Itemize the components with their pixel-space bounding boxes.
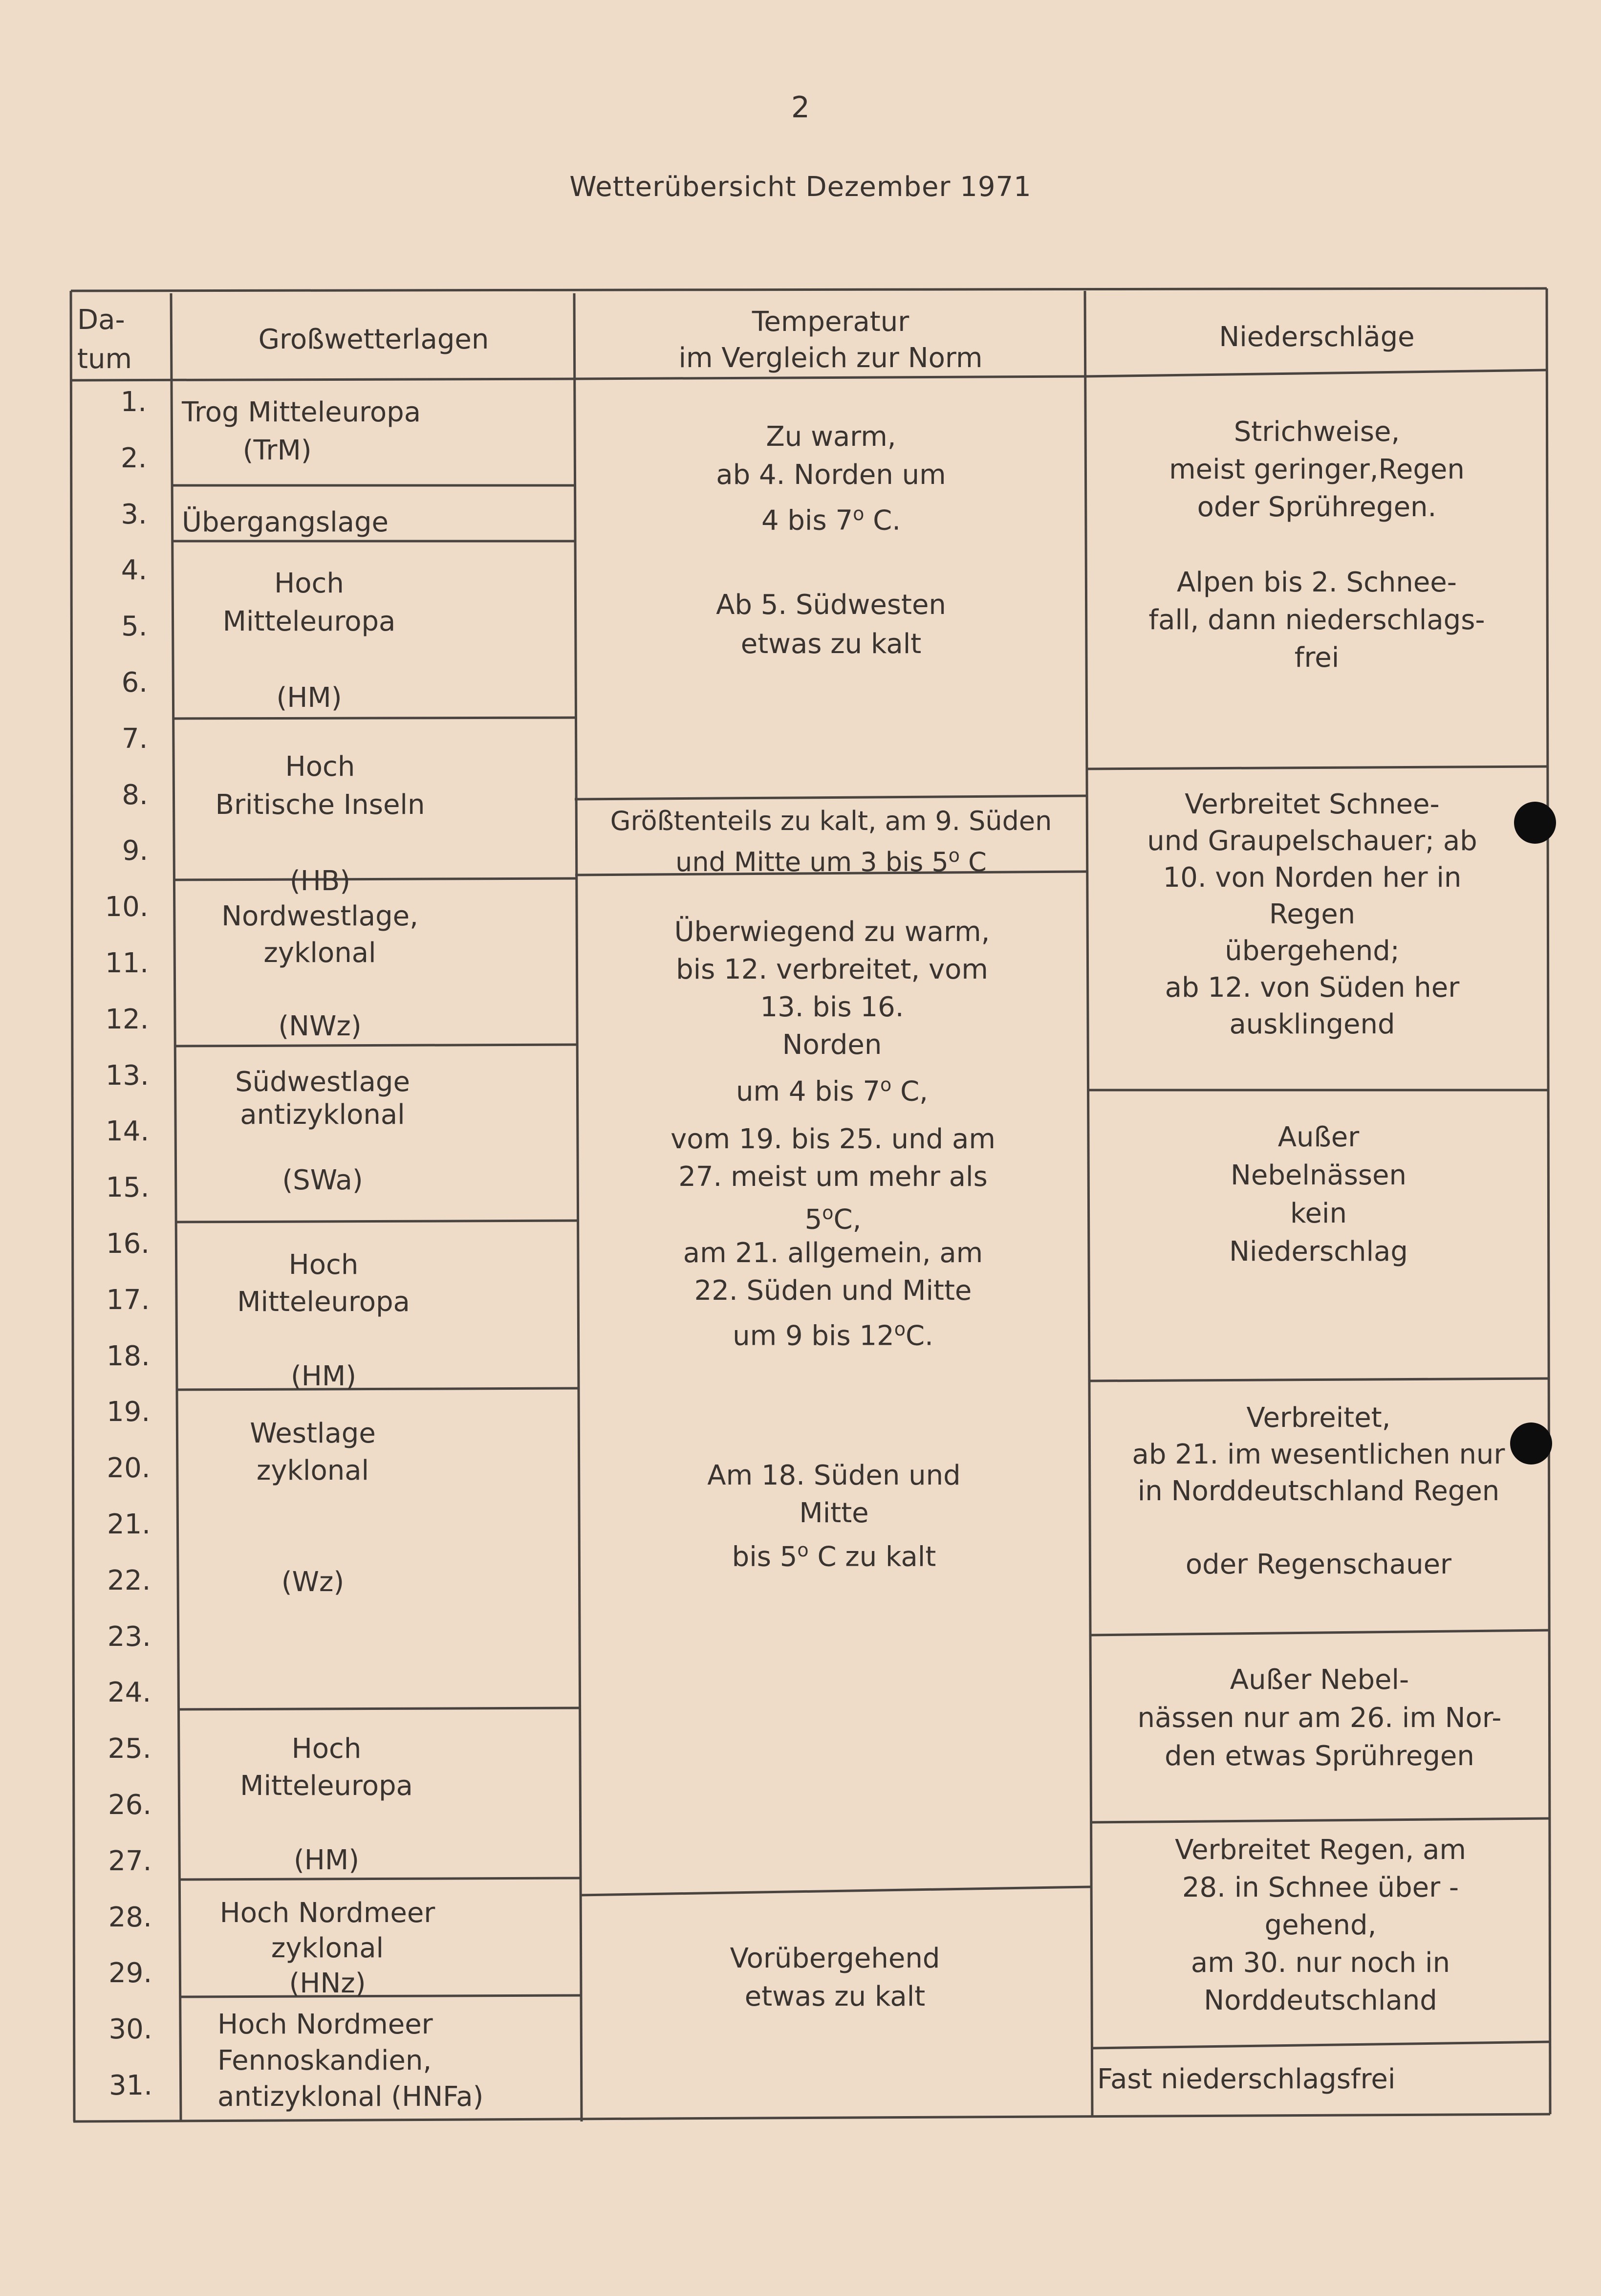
niederschlag-2: Verbreitet Schnee- und Graupelschauer; ab 10. von Norden her in Regen übergehend; ab 12. von Süden her ausklingend xyxy=(1147,788,1477,1040)
temperatur-3-fuenf-grad xyxy=(578,1194,1088,1239)
wetterlage-hnfa: Hoch Nordmeer Fennoskandien, antizyklonal (HNFa) xyxy=(217,2009,484,2113)
niederschlag-6: Verbreitet Regen, am 28. in Schnee über - gehend, am 30. nur noch in Norddeutschland xyxy=(1175,1834,1466,2016)
wetterlage-hm-1: Hoch Mitteleuropa (HM) xyxy=(222,568,396,714)
niederschlag-7: Fast niederschlagsfrei xyxy=(1097,2063,1396,2095)
temperatur-3-norden-range-unit: C, xyxy=(891,1075,928,1108)
temperatur-1-range-text: 4 bis 7 xyxy=(761,504,853,537)
temperatur-3-norden-range xyxy=(577,1066,1087,1111)
day-31: 31. xyxy=(108,2070,152,2101)
niederschlag-4: Verbreitet, ab 21. im wesentlichen nur in Norddeutschland Regen oder Regenschauer xyxy=(1132,1402,1505,1580)
temperatur-3-neun-bis-zwoelf-unit: C. xyxy=(905,1320,933,1352)
temperatur-1-range-unit: C. xyxy=(864,504,901,537)
day-25: 25. xyxy=(108,1733,151,1765)
day-27: 27. xyxy=(108,1845,152,1877)
day-19: 19. xyxy=(107,1396,151,1428)
punch-hole xyxy=(1510,1422,1552,1465)
day-23: 23. xyxy=(107,1620,151,1653)
day-30: 30. xyxy=(108,2013,152,2046)
temperatur-2-line2 xyxy=(576,838,1086,879)
day-14: 14. xyxy=(106,1115,150,1148)
temperatur-2-line1: Größtenteils zu kalt, am 9. Süden xyxy=(610,806,1052,836)
day-8: 8. xyxy=(122,779,148,811)
temperatur-3-allgemein: am 21. allgemein, am 22. Süden und Mitte xyxy=(683,1237,983,1307)
header-datum: Da- tum xyxy=(77,304,132,375)
degree-sign: o xyxy=(880,1074,892,1095)
temperatur-1-intro: Zu warm, ab 4. Norden um xyxy=(716,421,946,491)
day-29: 29. xyxy=(108,1957,152,1990)
wetterlage-nwz: Nordwestlage, zyklonal (NWz) xyxy=(221,900,418,1042)
day-15: 15. xyxy=(106,1172,150,1204)
punch-hole xyxy=(1514,802,1556,844)
day-11: 11. xyxy=(105,947,149,979)
day-10: 10. xyxy=(105,891,149,923)
temperatur-3-zu-kalt-text: bis 5 xyxy=(732,1541,798,1573)
day-17: 17. xyxy=(106,1284,150,1316)
wetterlage-hnz: Hoch Nordmeer zyklonal (HNz) xyxy=(219,1897,435,1999)
page-number: 2 xyxy=(791,90,810,125)
day-20: 20. xyxy=(107,1452,151,1485)
temperatur-1-range xyxy=(576,495,1086,540)
page-title: Wetterübersicht Dezember 1971 xyxy=(569,171,1032,203)
wetterlage-trm: Trog Mitteleuropa (TrM) xyxy=(182,396,421,466)
temperatur-3-fuenf-grad-unit: C, xyxy=(833,1203,862,1236)
wetterlage-wz: Westlage zyklonal (Wz) xyxy=(250,1418,376,1598)
day-28: 28. xyxy=(108,1901,152,1933)
day-7: 7. xyxy=(121,722,148,755)
header-grosswetterlagen: Großwetterlagen xyxy=(258,324,489,355)
degree-sign: o xyxy=(894,1318,906,1340)
temperatur-3-fuenf-grad-value: 5 xyxy=(804,1203,822,1236)
temperatur-3-zu-kalt xyxy=(579,1531,1089,1576)
temperatur-2-line2-text: und Mitte um 3 bis 5 xyxy=(675,847,949,877)
temperatur-3-zu-kalt-unit: C zu kalt xyxy=(808,1541,936,1573)
temperatur-3-neun-bis-zwoelf xyxy=(578,1310,1088,1356)
day-13: 13. xyxy=(105,1059,149,1092)
header-niederschlaege: Niederschläge xyxy=(1219,321,1415,353)
day-9: 9. xyxy=(122,835,149,867)
wetterlage-swa: Südwestlage antizyklonal (SWa) xyxy=(235,1066,410,1196)
day-5: 5. xyxy=(121,611,148,643)
day-21: 21. xyxy=(107,1509,151,1540)
temperatur-2-line2-unit: C xyxy=(960,847,987,877)
niederschlag-1: Strichweise, meist geringer,Regen oder Sprühregen. Alpen bis 2. Schnee- fall, dann niederschlags- frei xyxy=(1148,416,1485,674)
day-4: 4. xyxy=(121,554,148,587)
day-26: 26. xyxy=(108,1789,151,1821)
day-1: 1. xyxy=(120,386,147,418)
temperatur-1-suedwesten: Ab 5. Südwesten etwas zu kalt xyxy=(716,589,946,660)
temperatur-3-mehr-als: vom 19. bis 25. und am 27. meist um mehr als xyxy=(671,1123,995,1193)
wetterlage-hb: Hoch Britische Inseln (HB) xyxy=(215,751,425,897)
day-12: 12. xyxy=(105,1003,149,1035)
day-16: 16. xyxy=(106,1228,150,1260)
degree-sign: o xyxy=(853,503,865,525)
day-6: 6. xyxy=(121,667,148,699)
temperatur-3-neun-bis-zwoelf-text: um 9 bis 12 xyxy=(733,1320,894,1352)
niederschlag-3: Außer Nebelnässen kein Niederschlag xyxy=(1229,1121,1408,1268)
temperatur-4: Vorübergehend etwas zu kalt xyxy=(730,1943,940,2012)
header-temperatur: Temperatur im Vergleich zur Norm xyxy=(678,306,983,374)
degree-sign: o xyxy=(797,1539,809,1561)
day-3: 3. xyxy=(121,498,147,530)
day-2: 2. xyxy=(120,442,147,474)
niederschlag-5: Außer Nebel- nässen nur am 26. im Nor- den etwas Sprühregen xyxy=(1137,1664,1502,1772)
temperatur-3-norden-range-text: um 4 bis 7 xyxy=(736,1075,881,1108)
day-22: 22. xyxy=(107,1564,151,1596)
temperatur-3-intro: Überwiegend zu warm, bis 12. verbreitet, vom 13. bis 16. Norden xyxy=(674,916,990,1061)
day-18: 18. xyxy=(106,1340,150,1372)
wetterlage-hm-2: Hoch Mitteleuropa (HM) xyxy=(237,1249,410,1392)
wetterlage-uebergang: Übergangslage xyxy=(182,506,389,538)
temperatur-3-am-18: Am 18. Süden und Mitte xyxy=(707,1460,961,1529)
degree-sign: o xyxy=(948,845,960,866)
day-24: 24. xyxy=(108,1677,151,1709)
wetterlage-hm-3: Hoch Mitteleuropa (HM) xyxy=(240,1733,413,1876)
degree-sign: o xyxy=(822,1202,834,1224)
